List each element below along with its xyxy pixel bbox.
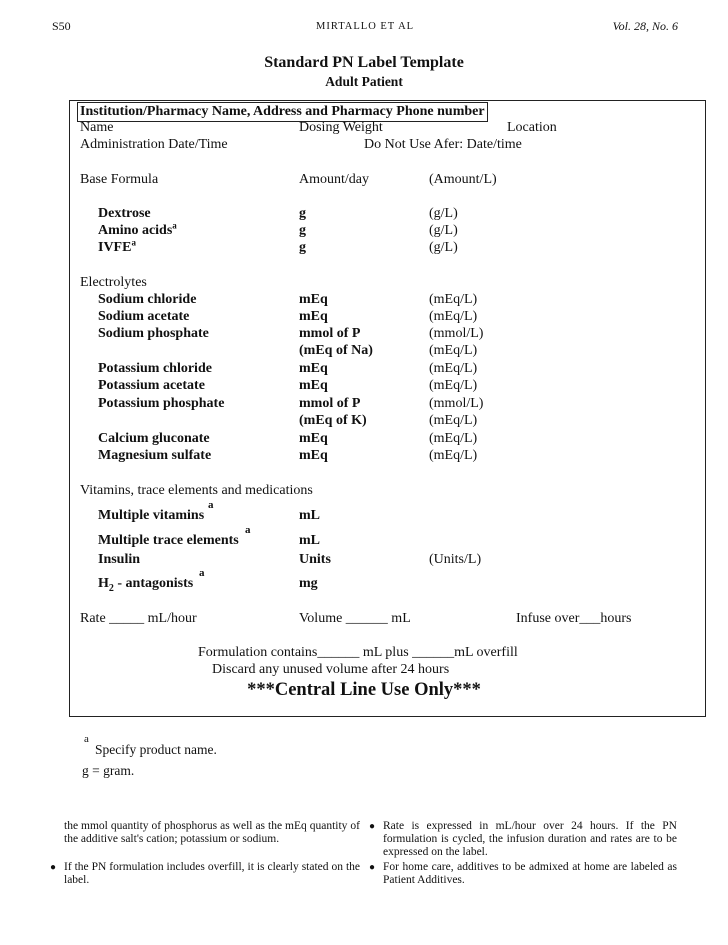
- electrolyte-name: Magnesium sulfate: [98, 448, 212, 463]
- electrolyte-unit: mEq: [299, 292, 328, 307]
- footnote-a-text: Specify product name.: [95, 742, 217, 757]
- electrolyte-unit: mEq: [299, 378, 328, 393]
- component-unit: g: [299, 206, 306, 221]
- electrolyte-name: Calcium gluconate: [98, 431, 210, 446]
- bullet-marker: ●: [50, 862, 57, 873]
- electrolyte-unit: mEq: [299, 361, 328, 376]
- running-header-volume: Vol. 28, No. 6: [612, 19, 678, 33]
- medication-name: Insulin: [98, 552, 141, 567]
- medication-unit: mg: [299, 576, 318, 591]
- institution-field: Institution/Pharmacy Name, Address and Pharmacy Phone number: [77, 102, 488, 122]
- do-not-use-after-field: Do Not Use Afer: Date/time: [364, 137, 522, 152]
- component-unit: g: [299, 223, 306, 238]
- body-right-bullet: Rate is expressed in mL/hour over 24 hours. If the PN formulation is cycled, the infusion duration and rates are to be expressed on the label.: [383, 820, 677, 858]
- medication-unit: mL: [299, 508, 320, 523]
- electrolyte-unit: mmol of P: [299, 396, 361, 411]
- electrolyte-unit: (mEq of Na): [299, 343, 373, 358]
- running-header-authors: MIRTALLO ET AL: [316, 21, 415, 32]
- component-name: Amino acids$^a$: [98, 220, 177, 238]
- electrolyte-name: Sodium acetate: [98, 309, 190, 324]
- amount-day-heading: Amount/day: [299, 172, 369, 187]
- footnote-a-marker: a: [84, 733, 89, 745]
- figure-subtitle: Adult Patient: [325, 74, 403, 89]
- body-right-bullet: For home care, additives to be admixed at home are labeled as Patient Additives.: [383, 861, 677, 886]
- medication-name: Multiple trace elements: [98, 533, 239, 548]
- discard-line: Discard any unused volume after 24 hours: [212, 662, 450, 677]
- medication-name: $H_2$ - antagonists: [98, 576, 194, 594]
- electrolyte-unit: mmol of P: [299, 326, 361, 341]
- name-field: Name: [80, 120, 114, 135]
- running-header-page: S50: [52, 19, 71, 33]
- footnote-g-text: g = gram.: [82, 763, 135, 778]
- formulation-line: Formulation contains______ mL plus ______mL overfill: [198, 645, 518, 660]
- electrolyte-concentration: (mmol/L): [429, 326, 484, 341]
- infuse-over-field: Infuse over___hours: [516, 611, 632, 626]
- electrolyte-concentration: (mmol/L): [429, 396, 484, 411]
- medication-concentration: (Units/L): [429, 552, 482, 567]
- electrolytes-heading: Electrolytes: [80, 275, 147, 290]
- electrolyte-name: Potassium acetate: [98, 378, 205, 393]
- electrolyte-unit: mEq: [299, 431, 328, 446]
- medication-unit: mL: [299, 533, 320, 548]
- electrolyte-concentration: (mEq/L): [429, 413, 478, 428]
- component-name: Dextrose: [98, 206, 151, 221]
- vitamins-heading: Vitamins, trace elements and medications: [80, 483, 313, 498]
- footnote-marker: a: [131, 237, 136, 248]
- body-left-paragraph: the mmol quantity of phosphorus as well as the mEq quantity of the additive salt's cation; potassium or sodium.: [64, 820, 360, 845]
- electrolyte-name: Sodium chloride: [98, 292, 197, 307]
- electrolyte-unit: (mEq of K): [299, 413, 367, 428]
- electrolyte-concentration: (mEq/L): [429, 361, 478, 376]
- electrolyte-concentration: (mEq/L): [429, 378, 478, 393]
- electrolyte-name: Sodium phosphate: [98, 326, 209, 341]
- central-line-warning: ***Central Line Use Only***: [247, 680, 481, 700]
- electrolyte-concentration: (mEq/L): [429, 343, 478, 358]
- component-concentration: (g/L): [429, 240, 458, 255]
- component-concentration: (g/L): [429, 223, 458, 238]
- footnote-marker: a: [199, 567, 205, 579]
- medication-unit: Units: [299, 552, 331, 567]
- electrolyte-name: Potassium phosphate: [98, 396, 225, 411]
- component-unit: g: [299, 240, 306, 255]
- electrolyte-concentration: (mEq/L): [429, 292, 478, 307]
- base-formula-heading: Base Formula: [80, 172, 159, 187]
- medication-name: Multiple vitamins: [98, 508, 205, 523]
- body-left-bullet: If the PN formulation includes overfill, it is clearly stated on the label.: [64, 861, 360, 886]
- location-field: Location: [507, 120, 557, 135]
- bullet-marker: ●: [369, 862, 376, 873]
- electrolyte-concentration: (mEq/L): [429, 448, 478, 463]
- electrolyte-concentration: (mEq/L): [429, 309, 478, 324]
- rate-field: Rate _____ mL/hour: [80, 611, 197, 626]
- electrolyte-name: Potassium chloride: [98, 361, 212, 376]
- electrolyte-concentration: (mEq/L): [429, 431, 478, 446]
- footnote-marker: a: [172, 220, 177, 231]
- amount-per-liter-heading: (Amount/L): [429, 172, 497, 187]
- administration-date-field: Administration Date/Time: [80, 137, 228, 152]
- footnote-marker: a: [208, 499, 214, 511]
- figure-title: Standard PN Label Template: [264, 54, 464, 71]
- bullet-marker: ●: [369, 821, 376, 832]
- component-name: IVFE$^a$: [98, 237, 136, 255]
- electrolyte-unit: mEq: [299, 309, 328, 324]
- volume-field: Volume ______ mL: [299, 611, 411, 626]
- footnote-marker: a: [245, 524, 251, 536]
- dosing-weight-field: Dosing Weight: [299, 120, 383, 135]
- component-concentration: (g/L): [429, 206, 458, 221]
- electrolyte-unit: mEq: [299, 448, 328, 463]
